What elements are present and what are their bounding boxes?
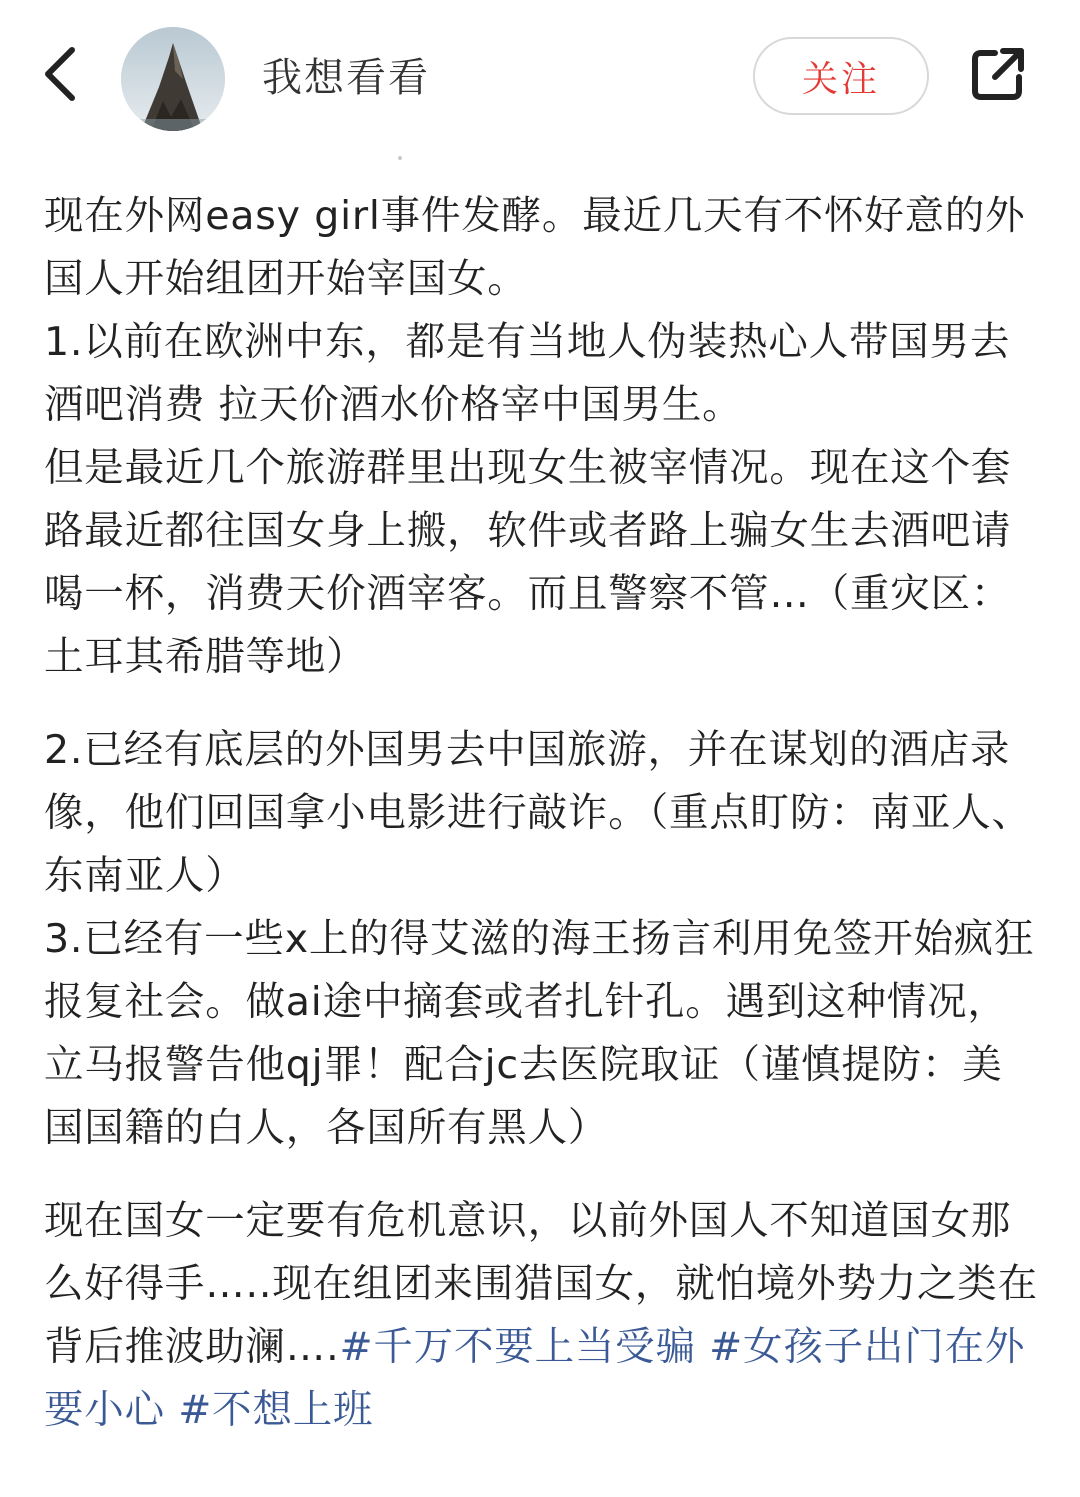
post-body — [44, 185, 1042, 1442]
chevron-left-icon — [40, 44, 80, 108]
post-paragraph-intro: 现在外网easy girl事件发酵。最近几天有不怀好意的外国人开始组团开始宰国女。 — [44, 193, 1026, 302]
conclusion-text: 现在国女一定要有危机意识，以前外国人不知道国女那么好得手…..现在组团来围猎国女，就怕境外势力之类在背后推波助澜…. — [44, 1198, 1038, 1370]
post-paragraph-point-1-detail: 但是最近几个旅游群里出现女生被宰情况。现在这个套路最近都往国女身上搬，软件或者路上骗女生去酒吧请喝一杯，消费天价酒宰客。而且警察不管…（重灾区：土耳其希腊等地） — [44, 445, 1012, 680]
post-paragraph-conclusion — [44, 1190, 1042, 1442]
avatar-image — [121, 27, 225, 131]
hashtag-link[interactable]: #女孩子出门在外要小心 — [44, 1324, 1026, 1433]
post-paragraph-point-3: 3.已经有一些x上的得艾滋的海王扬言利用免签开始疯狂报复社会。做ai途中摘套或者扎针孔。遇到这种情况，立马报警告他qj罪！配合jc去医院取证（谨慎提防：美国国籍的白人，各国所有黑人） — [44, 916, 1035, 1151]
share-button[interactable] — [966, 44, 1030, 108]
follow-button-label: 关注 — [801, 58, 880, 100]
hashtag-link[interactable]: #千万不要上当受骗 — [339, 1324, 696, 1370]
post-paragraph-point-2: 2.已经有底层的外国男去中国旅游，并在谋划的酒店录像，他们回国拿小电影进行敲诈。（重点盯防：南亚人、东南亚人） — [44, 727, 1032, 899]
post-paragraph-point-1: 1.以前在欧洲中东，都是有当地人伪装热心人带国男去酒吧消费 拉天价酒水价格宰中国男生。 — [44, 319, 1011, 428]
divider-dot — [398, 156, 402, 160]
paragraph-gap — [44, 1160, 1042, 1190]
author-name[interactable]: 我想看看 — [262, 55, 430, 101]
avatar[interactable] — [121, 27, 225, 131]
back-button[interactable] — [30, 40, 90, 112]
post-header — [0, 0, 1080, 160]
paragraph-gap — [44, 689, 1042, 719]
hashtag-link[interactable]: #不想上班 — [178, 1387, 374, 1433]
share-icon — [969, 45, 1027, 107]
follow-button[interactable] — [753, 37, 929, 115]
